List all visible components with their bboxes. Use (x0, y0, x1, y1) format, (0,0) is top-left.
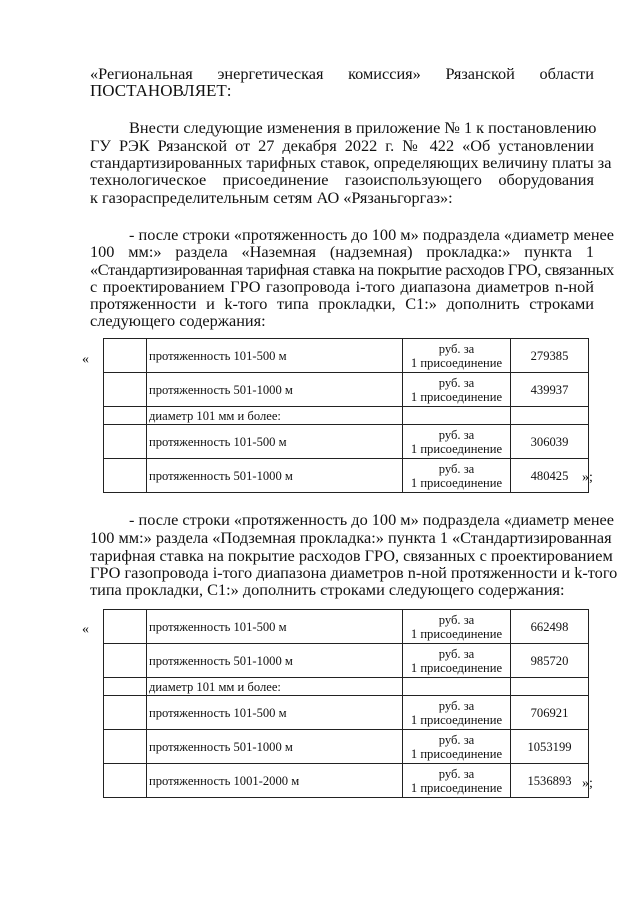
row-value: 279385 (511, 339, 589, 373)
table-row (104, 730, 589, 764)
row-value: 985720 (511, 644, 589, 678)
table1-open-quote: « (82, 352, 89, 367)
row-subhead: диаметр 101 мм и более: (147, 678, 403, 696)
decree-heading: ПОСТАНОВЛЯЕТ: (90, 81, 232, 100)
para1-line: к газораспределительным сетям АО «Рязаньгоргаз»: (90, 188, 453, 207)
intro-word: области (539, 64, 594, 83)
para3-line: - после строки «протяженность до 100 м» подраздела «диаметр менее (129, 510, 615, 529)
row-name: протяженность 101-500 м (147, 696, 403, 730)
table-row (104, 407, 589, 425)
para2-line: следующего содержания: (90, 311, 266, 330)
row-unit: руб. за 1 присоединение (403, 610, 511, 644)
row-unit: руб. за 1 присоединение (403, 425, 511, 459)
para3-line: тарифная ставка на покрытие расходов ГРО, связанных с проектированием (90, 546, 613, 565)
table-row (104, 644, 589, 678)
para1-line: стандартизированных тарифных ставок, определяющих величину платы за (90, 153, 612, 172)
table1-close-quote: »; (582, 470, 593, 485)
row-name: протяженность 501-1000 м (147, 373, 403, 407)
intro-word: «Региональная (90, 64, 193, 83)
row-name: протяженность 101-500 м (147, 425, 403, 459)
table2-close-quote: »; (582, 776, 593, 791)
tariff-table-1 (103, 338, 589, 493)
table2-open-quote: « (82, 622, 89, 637)
row-name: протяженность 501-1000 м (147, 730, 403, 764)
row-name: протяженность 101-500 м (147, 610, 403, 644)
row-value: 306039 (511, 425, 589, 459)
row-name: протяженность 1001-2000 м (147, 764, 403, 798)
intro-word: комиссия» (348, 64, 421, 83)
para1-line: Внести следующие изменения в приложение № 1 к постановлению (129, 118, 597, 137)
row-value: 439937 (511, 373, 589, 407)
row-unit: руб. за 1 присоединение (403, 730, 511, 764)
para3-line: ГРО газопровода i-того диапазона диаметров n-ной протяженности и k-того (90, 563, 618, 582)
para2-line: с проектированием ГРО газопровода i-того диапазона диаметров n-ной (90, 277, 594, 296)
para2-line: 100 мм:» раздела «Наземная (надземная) прокладка:» пункта 1 (90, 242, 594, 261)
table-row (104, 610, 589, 644)
row-name: протяженность 501-1000 м (147, 644, 403, 678)
row-value: 662498 (511, 610, 589, 644)
row-unit: руб. за 1 присоединение (403, 373, 511, 407)
para2-line: - после строки «протяженность до 100 м» подраздела «диаметр менее (129, 225, 615, 244)
row-value: 1536893 (511, 764, 589, 798)
tariff-table-2 (103, 609, 589, 798)
row-unit: руб. за 1 присоединение (403, 459, 511, 493)
para3-line: типа прокладки, С1:» дополнить строками следующего содержания: (90, 580, 565, 599)
para3-line: 100 мм:» раздела «Подземная прокладка:» пункта 1 «Стандартизированная (90, 528, 612, 547)
table-row (104, 696, 589, 730)
para2-line: «Стандартизированная тарифная ставка на покрытие расходов ГРО, связанных (90, 260, 614, 279)
para2-line: протяженности и k-того типа прокладки, С1:» дополнить строками (90, 294, 594, 313)
row-subhead: диаметр 101 мм и более: (147, 407, 403, 425)
table-row (104, 678, 589, 696)
table-row (104, 764, 589, 798)
row-value: 1053199 (511, 730, 589, 764)
table-row (104, 425, 589, 459)
table-row (104, 373, 589, 407)
row-unit: руб. за 1 присоединение (403, 339, 511, 373)
row-value: 480425 (511, 459, 589, 493)
row-unit: руб. за 1 присоединение (403, 764, 511, 798)
row-name: протяженность 101-500 м (147, 339, 403, 373)
table-row (104, 339, 589, 373)
intro-word: Рязанской (445, 64, 515, 83)
table-row (104, 459, 589, 493)
intro-word: энергетическая (217, 64, 324, 83)
row-name: протяженность 501-1000 м (147, 459, 403, 493)
row-unit: руб. за 1 присоединение (403, 696, 511, 730)
para1-line: ГУ РЭК Рязанской от 27 декабря 2022 г. № 422 «Об установлении (90, 136, 594, 155)
row-value: 706921 (511, 696, 589, 730)
para1-line: технологическое присоединение газоиспользующего оборудования (90, 170, 594, 189)
row-unit: руб. за 1 присоединение (403, 644, 511, 678)
